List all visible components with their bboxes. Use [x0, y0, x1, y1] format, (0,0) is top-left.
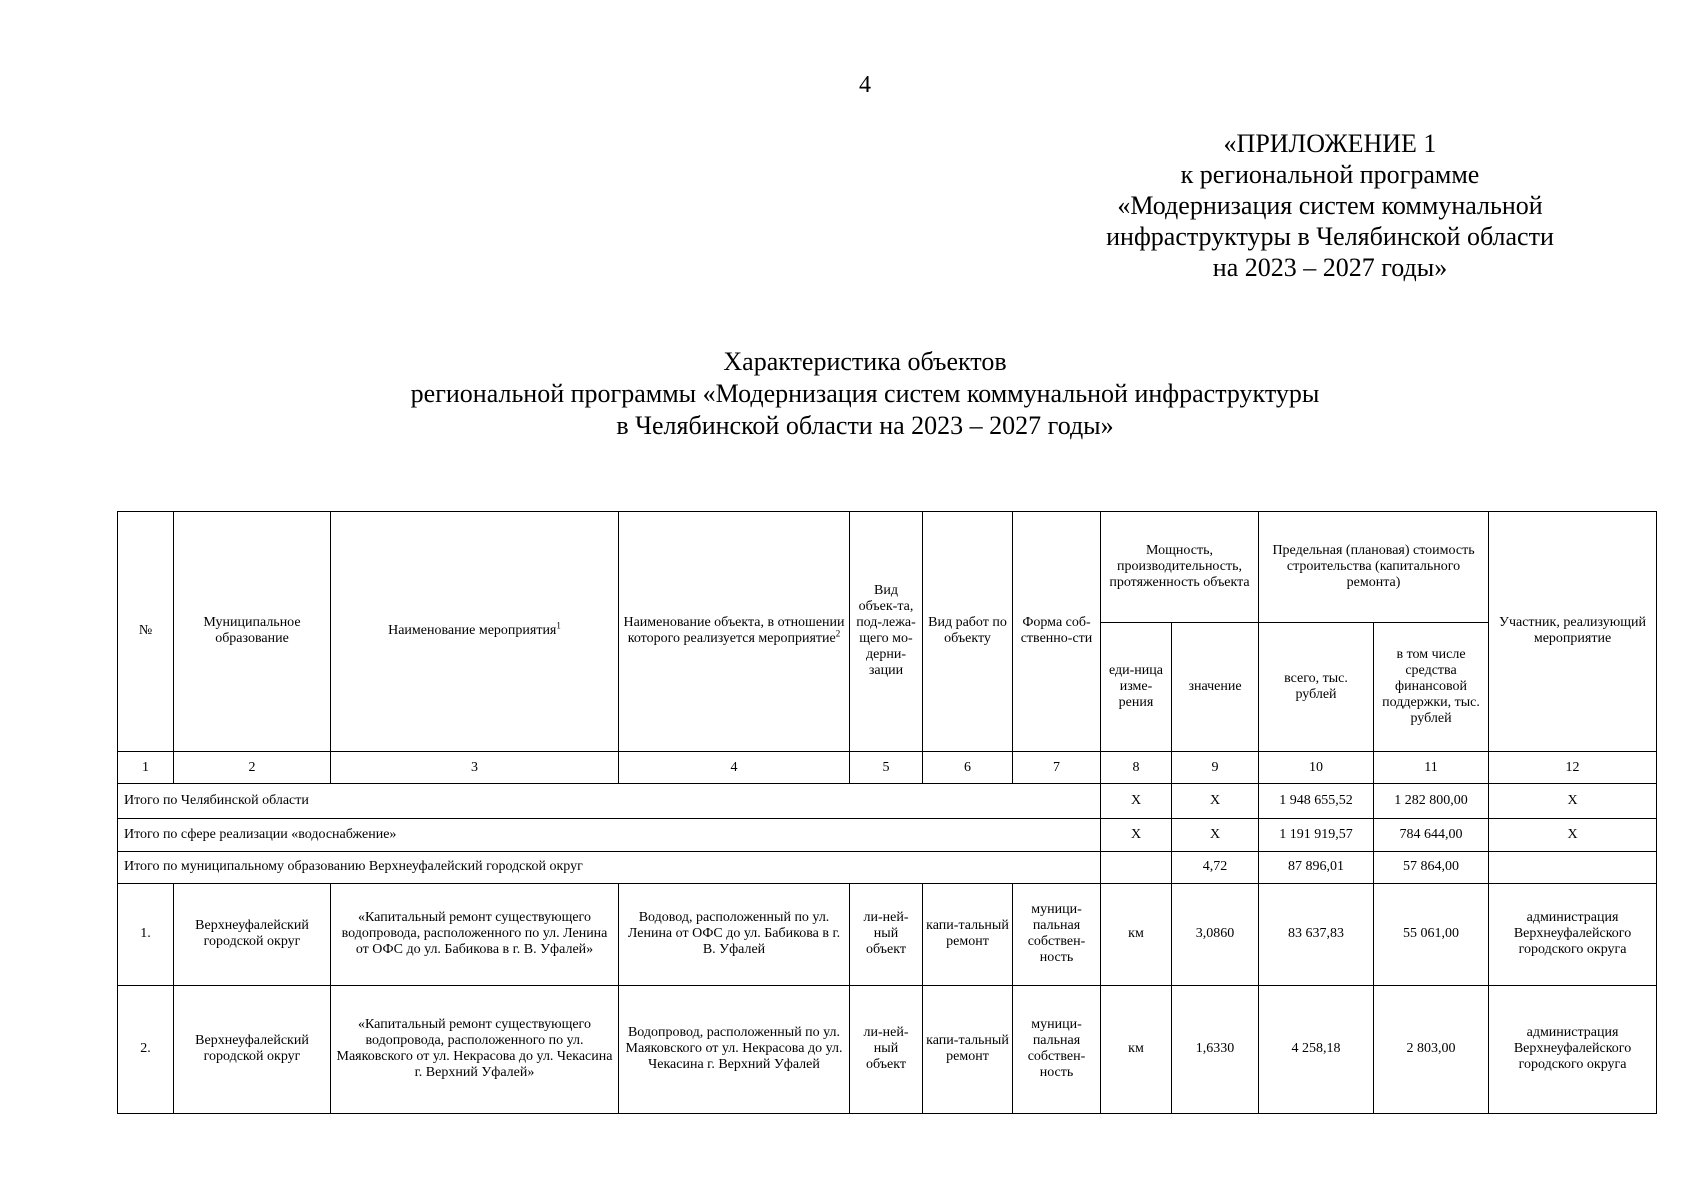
page-number: 4 [859, 72, 871, 98]
header-measure-text: Наименование мероприятия [388, 623, 557, 639]
header-object-type: Вид объек-та, под-лежа-щего мо-дерни-зации [850, 512, 923, 752]
row-measure: «Капитальный ремонт существующего водопровода, расположенного по ул. Маяковского от ул. Некрасова до ул. Чекасина г. Верхний Уфалей» [331, 985, 619, 1113]
row-cost-total: 83 637,83 [1259, 884, 1374, 986]
appendix-header [1080, 128, 1580, 283]
total-value: 4,72 [1172, 851, 1259, 883]
column-numbers-row [118, 751, 1657, 783]
header-cost-total: всего, тыс. рублей [1259, 622, 1374, 751]
header-measure [331, 512, 619, 752]
total-participant: X [1489, 784, 1657, 818]
col-num-6: 6 [923, 751, 1013, 783]
row-measure: «Капитальный ремонт существующего водопровода, расположенного по ул. Ленина от ОФС до ул. Бабикова в г. В. Уфалей» [331, 884, 619, 986]
appendix-line-2: к региональной программе [1180, 160, 1480, 189]
total-value: X [1172, 784, 1259, 818]
total-cost: 87 896,01 [1259, 851, 1374, 883]
row-work-type: капи-тальный ремонт [923, 884, 1013, 986]
row-participant: администрация Верхнеуфалейского городского округа [1489, 884, 1657, 986]
title-line-2: региональной программы «Модернизация систем коммунальной инфраструктуры [410, 379, 1320, 408]
total-unit [1101, 851, 1172, 883]
total-cost: 1 948 655,52 [1259, 784, 1374, 818]
col-num-7: 7 [1013, 751, 1101, 783]
row-municipality: Верхнеуфалейский городской округ [174, 884, 331, 986]
header-cost-support: в том числе средства финансовой поддержки, тыс. рублей [1374, 622, 1489, 751]
appendix-line-3: «Модернизация систем коммунальной [1117, 191, 1543, 220]
row-ownership: муници-пальная собствен-ность [1013, 884, 1101, 986]
appendix-line-5: на 2023 – 2027 годы» [1212, 253, 1448, 282]
row-participant: администрация Верхнеуфалейского городского округа [1489, 985, 1657, 1113]
total-label: Итого по Челябинской области [118, 784, 1101, 818]
header-capacity: Мощность, производительность, протяженность объекта [1101, 512, 1259, 623]
row-object-type: ли-ней-ный объект [850, 985, 923, 1113]
header-ownership: Форма соб-ственно-сти [1013, 512, 1101, 752]
total-unit: X [1101, 784, 1172, 818]
header-value: значение [1172, 622, 1259, 751]
footnote-2-marker: 2 [835, 628, 841, 639]
header-unit: еди-ница изме-рения [1101, 622, 1172, 751]
row-object-type: ли-ней-ный объект [850, 884, 923, 986]
table-row [118, 884, 1657, 986]
row-num: 2. [118, 985, 174, 1113]
row-work-type: капи-тальный ремонт [923, 985, 1013, 1113]
total-cost: 1 191 919,57 [1259, 818, 1374, 851]
total-label: Итого по сфере реализации «водоснабжение» [118, 818, 1101, 851]
row-value: 1,6330 [1172, 985, 1259, 1113]
table-row [118, 985, 1657, 1113]
total-participant [1489, 851, 1657, 883]
col-num-4: 4 [619, 751, 850, 783]
document-title [300, 346, 1430, 442]
row-num: 1. [118, 884, 174, 986]
header-municipality: Муниципальное образование [174, 512, 331, 752]
row-cost-support: 55 061,00 [1374, 884, 1489, 986]
col-num-11: 11 [1374, 751, 1489, 783]
col-num-12: 12 [1489, 751, 1657, 783]
header-participant: Участник, реализующий мероприятие [1489, 512, 1657, 752]
row-value: 3,0860 [1172, 884, 1259, 986]
row-cost-total: 4 258,18 [1259, 985, 1374, 1113]
header-cost: Предельная (плановая) стоимость строительства (капитального ремонта) [1259, 512, 1489, 623]
total-participant: X [1489, 818, 1657, 851]
header-object-text: Наименование объекта, в отношении которого реализуется мероприятие [623, 615, 845, 647]
title-line-1: Характеристика объектов [723, 347, 1007, 376]
footnote-1-marker: 1 [556, 620, 561, 631]
total-value: X [1172, 818, 1259, 851]
header-row-1 [118, 512, 1657, 623]
total-support: 57 864,00 [1374, 851, 1489, 883]
col-num-9: 9 [1172, 751, 1259, 783]
total-row-water [118, 818, 1657, 851]
total-row-region [118, 784, 1657, 818]
appendix-line-4: инфраструктуры в Челябинской области [1106, 222, 1554, 251]
col-num-8: 8 [1101, 751, 1172, 783]
row-cost-support: 2 803,00 [1374, 985, 1489, 1113]
header-work-type: Вид работ по объекту [923, 512, 1013, 752]
col-num-2: 2 [174, 751, 331, 783]
row-unit: км [1101, 985, 1172, 1113]
row-object: Водовод, расположенный по ул. Ленина от ОФС до ул. Бабикова в г. В. Уфалей [619, 884, 850, 986]
total-label: Итого по муниципальному образованию Верхнеуфалейский городской округ [118, 851, 1101, 883]
header-num: № [118, 512, 174, 752]
row-ownership: муници-пальная собствен-ность [1013, 985, 1101, 1113]
col-num-5: 5 [850, 751, 923, 783]
title-line-3: в Челябинской области на 2023 – 2027 годы» [616, 411, 1114, 440]
total-support: 1 282 800,00 [1374, 784, 1489, 818]
total-row-municipality [118, 851, 1657, 883]
row-municipality: Верхнеуфалейский городской округ [174, 985, 331, 1113]
appendix-line-1: «ПРИЛОЖЕНИЕ 1 [1223, 129, 1437, 158]
objects-table [117, 511, 1657, 1114]
header-object [619, 512, 850, 752]
row-unit: км [1101, 884, 1172, 986]
col-num-3: 3 [331, 751, 619, 783]
total-support: 784 644,00 [1374, 818, 1489, 851]
col-num-10: 10 [1259, 751, 1374, 783]
row-object: Водопровод, расположенный по ул. Маяковского от ул. Некрасова до ул. Чекасина г. Верхний Уфалей [619, 985, 850, 1113]
total-unit: X [1101, 818, 1172, 851]
col-num-1: 1 [118, 751, 174, 783]
